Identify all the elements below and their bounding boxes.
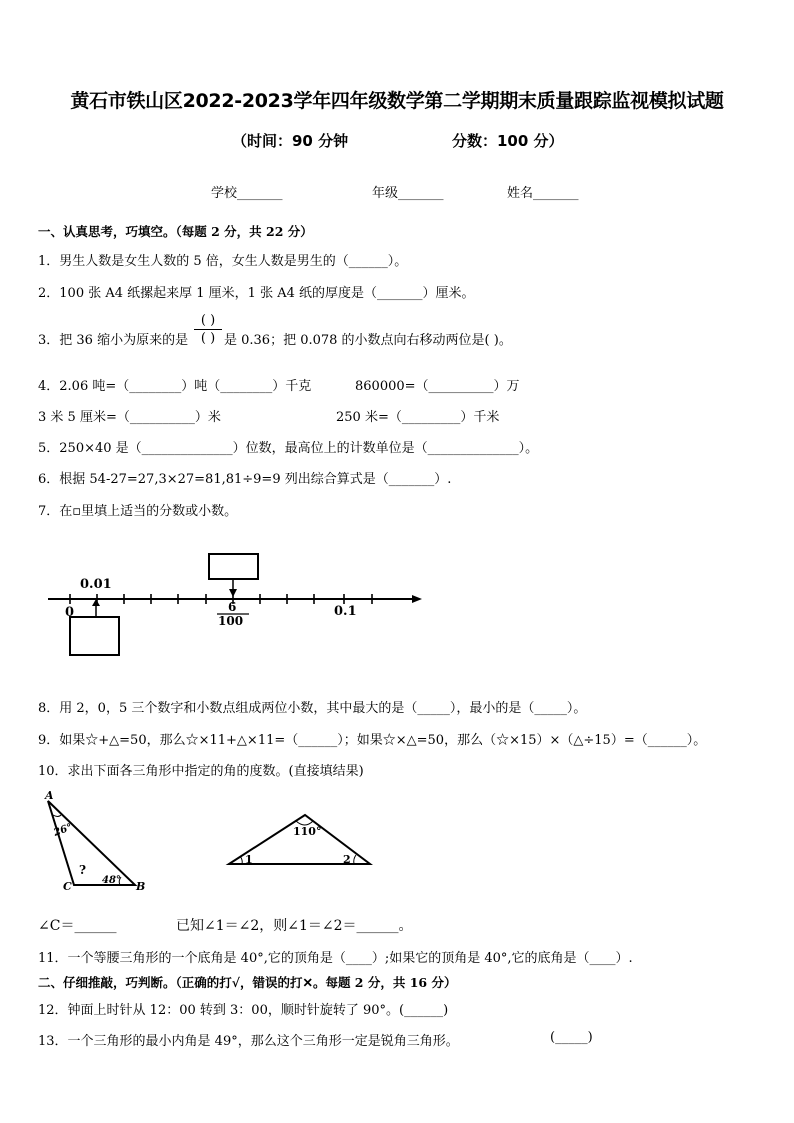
vertex-b-label: B xyxy=(136,880,146,893)
question-3-suffix: 是 0.36；把 0.078 的小数点向右移动两位是( )。 xyxy=(224,333,512,348)
triangle-abc xyxy=(48,801,135,885)
angle-2-arc xyxy=(354,855,356,864)
label-0: 0 xyxy=(65,605,75,620)
question-1: 1．男生人数是女生人数的 5 倍，女生人数是男生的（______）。 xyxy=(38,254,408,269)
angle-c-unknown: ? xyxy=(79,863,87,877)
question-4b: 860000=（__________）万 xyxy=(355,379,520,394)
section-1-heading: 一、认真思考，巧填空。（每题 2 分，共 22 分） xyxy=(38,224,313,239)
question-4d: 250 米=（_________）千米 xyxy=(336,410,500,425)
angle-a-value: 26° xyxy=(52,822,74,839)
question-4a: 4．2.06 吨=（________）吨（________）千克 xyxy=(38,379,312,394)
answer-box-top xyxy=(209,554,258,579)
arrow-up-icon xyxy=(92,599,100,606)
angle-1-arc xyxy=(240,856,242,864)
angle-2-label: 2 xyxy=(343,853,351,866)
number-line-figure xyxy=(0,540,794,670)
vertex-c-label: C xyxy=(63,880,72,893)
label-0-01: 0.01 xyxy=(80,577,112,592)
exam-score: 分数：100 分） xyxy=(452,132,564,150)
question-5: 5．250×40 是（______________）位数，最高位上的计数单位是（______________）。 xyxy=(38,441,539,456)
question-9: 9．如果☆+△=50，那么☆×11+△×11=（______）；如果☆×△=50，那么（☆×15）×（△÷15）=（______）。 xyxy=(38,733,707,748)
school-field: 学校_______ xyxy=(211,186,283,201)
question-4c: 3 米 5 厘米=（__________）米 xyxy=(38,410,221,425)
question-2: 2．100 张 A4 纸摞起来厚 1 厘米，1 张 A4 纸的厚度是（_______）厘米。 xyxy=(38,286,475,301)
question-7: 7．在▫里填上适当的分数或小数。 xyxy=(38,504,238,519)
name-field: 姓名_______ xyxy=(507,186,579,201)
question-10: 10．求出下面各三角形中指定的角的度数。(直接填结果) xyxy=(38,764,364,779)
question-13: 13．一个三角形的最小内角是 49°，那么这个三角形一定是锐角三角形。 xyxy=(38,1034,459,1049)
question-3-fraction xyxy=(194,313,222,346)
angle-a-arc xyxy=(53,815,61,817)
triangle-obtuse-figure xyxy=(220,805,380,870)
label-6: 6 xyxy=(228,600,237,614)
label-100: 100 xyxy=(218,614,244,628)
question-10-answer-b: 已知∠1＝∠2，则∠1＝∠2＝______。 xyxy=(176,918,413,934)
fraction-bar xyxy=(194,329,222,330)
answer-box-bottom xyxy=(70,617,119,655)
page-title: 黄石市铁山区2022-2023学年四年级数学第二学期期末质量跟踪监视模拟试题 xyxy=(70,90,724,112)
question-8: 8．用 2，0，5 三个数字和小数点组成两位小数，其中最大的是（_____），最小的是（_____）。 xyxy=(38,701,587,716)
question-11: 11．一个等腰三角形的一个底角是 40°,它的顶角是（____）;如果它的顶角是 40°,它的底角是（____）. xyxy=(38,951,633,966)
section-2-heading: 二、仔细推敲，巧判断。（正确的打√，错误的打✕。每题 2 分，共 16 分） xyxy=(38,975,457,990)
fraction-numerator: ( ) xyxy=(200,313,216,328)
angle-b-value: 48° xyxy=(102,875,121,886)
angle-1-label: 1 xyxy=(245,853,253,866)
fraction-denominator: ( ) xyxy=(200,331,216,346)
exam-time: （时间：90 分钟 xyxy=(232,132,349,150)
vertex-a-label: A xyxy=(45,789,54,802)
label-0-1: 0.1 xyxy=(334,604,357,619)
triangle-abc-figure xyxy=(30,785,170,895)
question-13-blank: (_____) xyxy=(550,1030,593,1045)
number-line-arrowhead-icon xyxy=(412,595,422,603)
question-6: 6．根据 54-27=27,3×27=81,81÷9=9 列出综合算式是（_______）. xyxy=(38,472,452,487)
question-3-prefix: 3．把 36 缩小为原来的是 xyxy=(38,333,189,348)
question-12: 12．钟面上时针从 12：00 转到 3：00，顺时针旋转了 90°。(______) xyxy=(38,1003,449,1018)
grade-field: 年级_______ xyxy=(372,186,444,201)
question-10-answer-a: ∠C＝______ xyxy=(38,918,117,934)
angle-top-value: 110° xyxy=(293,825,322,838)
